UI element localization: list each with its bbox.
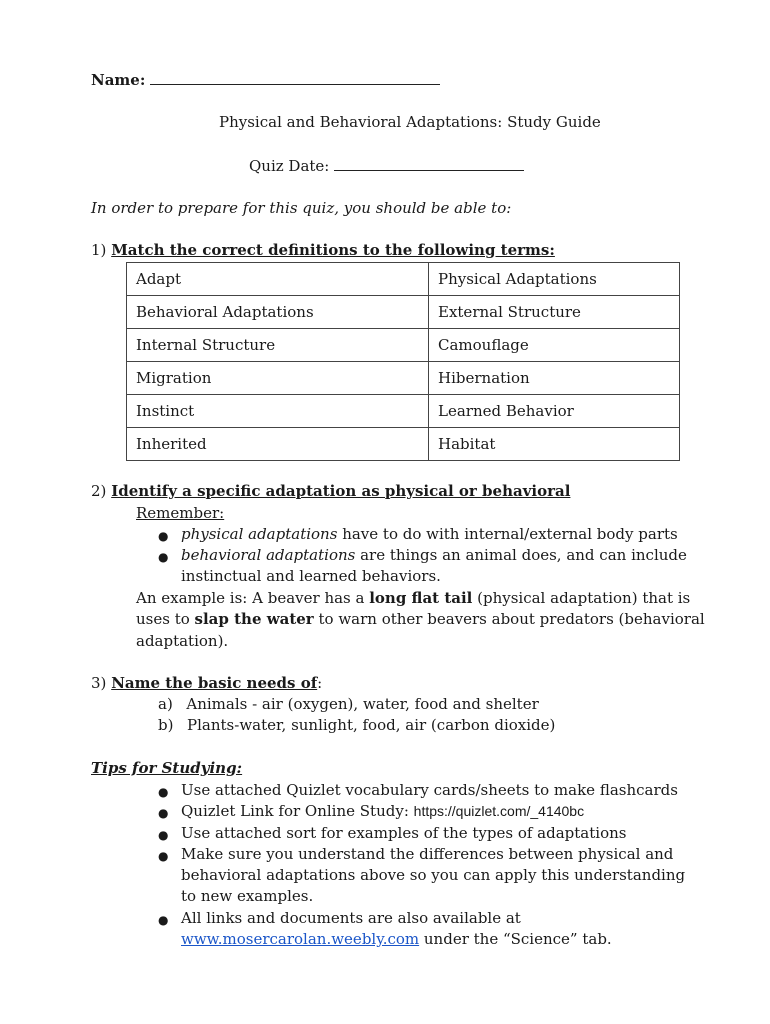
table-row <box>127 329 680 362</box>
remember-label: Remember: <box>136 504 225 522</box>
bullet-icon: ● <box>158 785 169 799</box>
page-title: Physical and Behavioral Adaptations: Study Guide <box>219 113 601 131</box>
behavioral-adaptations-desc: are things an animal does, and can include <box>355 546 687 564</box>
section3-heading <box>91 674 322 692</box>
list-item-text: Plants-water, sunlight, food, air (carbon dioxide) <box>187 716 556 734</box>
physical-adaptations-desc: have to do with internal/external body parts <box>337 525 678 543</box>
term-cell: Learned Behavior <box>429 395 680 428</box>
terms-table <box>126 262 680 461</box>
tip-link-suffix: under the “Science” tab. <box>419 930 612 948</box>
name-line <box>91 70 440 89</box>
list-marker: b) <box>158 716 174 734</box>
example-bold-slap: slap the water <box>194 610 314 628</box>
tip-item-quizlet <box>181 802 584 820</box>
term-cell: Migration <box>127 362 429 395</box>
term-cell: External Structure <box>429 296 680 329</box>
section3-colon: : <box>317 674 323 692</box>
name-label: Name: <box>91 71 146 89</box>
name-blank[interactable] <box>150 70 440 85</box>
tip-item: All links and documents are also available at <box>181 909 521 927</box>
quiz-date-blank[interactable] <box>334 156 524 171</box>
term-cell: Habitat <box>429 428 680 461</box>
example-bold-tail: long flat tail <box>369 589 473 607</box>
example-text: (physical adaptation) that is <box>472 589 691 607</box>
section3-title: Name the basic needs of <box>111 674 318 692</box>
tip-item-cont <box>181 930 612 948</box>
example-text: uses to <box>136 610 195 628</box>
basic-needs-item <box>158 695 539 713</box>
term-cell: Adapt <box>127 263 429 296</box>
tip-item-cont: behavioral adaptations above so you can apply this understanding <box>181 866 686 884</box>
behavioral-adaptation-bullet <box>181 546 687 564</box>
basic-needs-item <box>158 716 555 734</box>
table-row <box>127 428 680 461</box>
example-text: An example is: A beaver has a <box>136 589 370 607</box>
quizlet-label: Quizlet Link for Online Study: <box>181 802 414 820</box>
bullet-icon: ● <box>158 828 169 842</box>
tip-item: Use attached sort for examples of the types of adaptations <box>181 824 627 842</box>
section1-number: 1) <box>91 241 107 259</box>
example-line-1 <box>136 589 690 607</box>
term-cell: Instinct <box>127 395 429 428</box>
physical-adaptation-bullet <box>181 525 678 543</box>
table-row <box>127 263 680 296</box>
list-marker: a) <box>158 695 173 713</box>
tip-item-cont: to new examples. <box>181 887 314 905</box>
behavioral-adaptations-term: behavioral adaptations <box>181 546 356 564</box>
term-cell: Inherited <box>127 428 429 461</box>
example-line-2 <box>136 610 705 628</box>
quiz-date-label: Quiz Date: <box>249 157 330 175</box>
weebly-link[interactable]: www.mosercarolan.weebly.com <box>181 930 420 948</box>
term-cell: Camouflage <box>429 329 680 362</box>
table-row <box>127 395 680 428</box>
bullet-icon: ● <box>158 913 169 927</box>
behavioral-adaptation-bullet-cont: instinctual and learned behaviors. <box>181 567 441 585</box>
tip-item: Use attached Quizlet vocabulary cards/sheets to make flashcards <box>181 781 678 799</box>
section2-heading <box>91 482 570 500</box>
section2-title: Identify a specific adaptation as physical or behavioral <box>111 482 571 500</box>
section2-number: 2) <box>91 482 107 500</box>
term-cell: Hibernation <box>429 362 680 395</box>
tip-item: Make sure you understand the differences between physical and <box>181 845 674 863</box>
tips-heading: Tips for Studying: <box>91 759 243 777</box>
example-line-3: adaptation). <box>136 632 229 650</box>
bullet-icon: ● <box>158 529 169 543</box>
intro-text: In order to prepare for this quiz, you should be able to: <box>91 199 512 217</box>
table-row <box>127 362 680 395</box>
section1-heading <box>91 241 555 259</box>
table-row <box>127 296 680 329</box>
section3-number: 3) <box>91 674 107 692</box>
bullet-icon: ● <box>158 849 169 863</box>
bullet-icon: ● <box>158 806 169 820</box>
quizlet-url[interactable]: https://quizlet.com/_4140bc <box>413 803 585 819</box>
list-item-text: Animals - air (oxygen), water, food and shelter <box>186 695 539 713</box>
physical-adaptations-term: physical adaptations <box>181 525 338 543</box>
bullet-icon: ● <box>158 550 169 564</box>
section1-title: Match the correct definitions to the following terms: <box>111 241 555 259</box>
term-cell: Physical Adaptations <box>429 263 680 296</box>
term-cell: Behavioral Adaptations <box>127 296 429 329</box>
example-text: to warn other beavers about predators (behavioral <box>313 610 705 628</box>
quiz-date-line <box>249 156 524 175</box>
term-cell: Internal Structure <box>127 329 429 362</box>
